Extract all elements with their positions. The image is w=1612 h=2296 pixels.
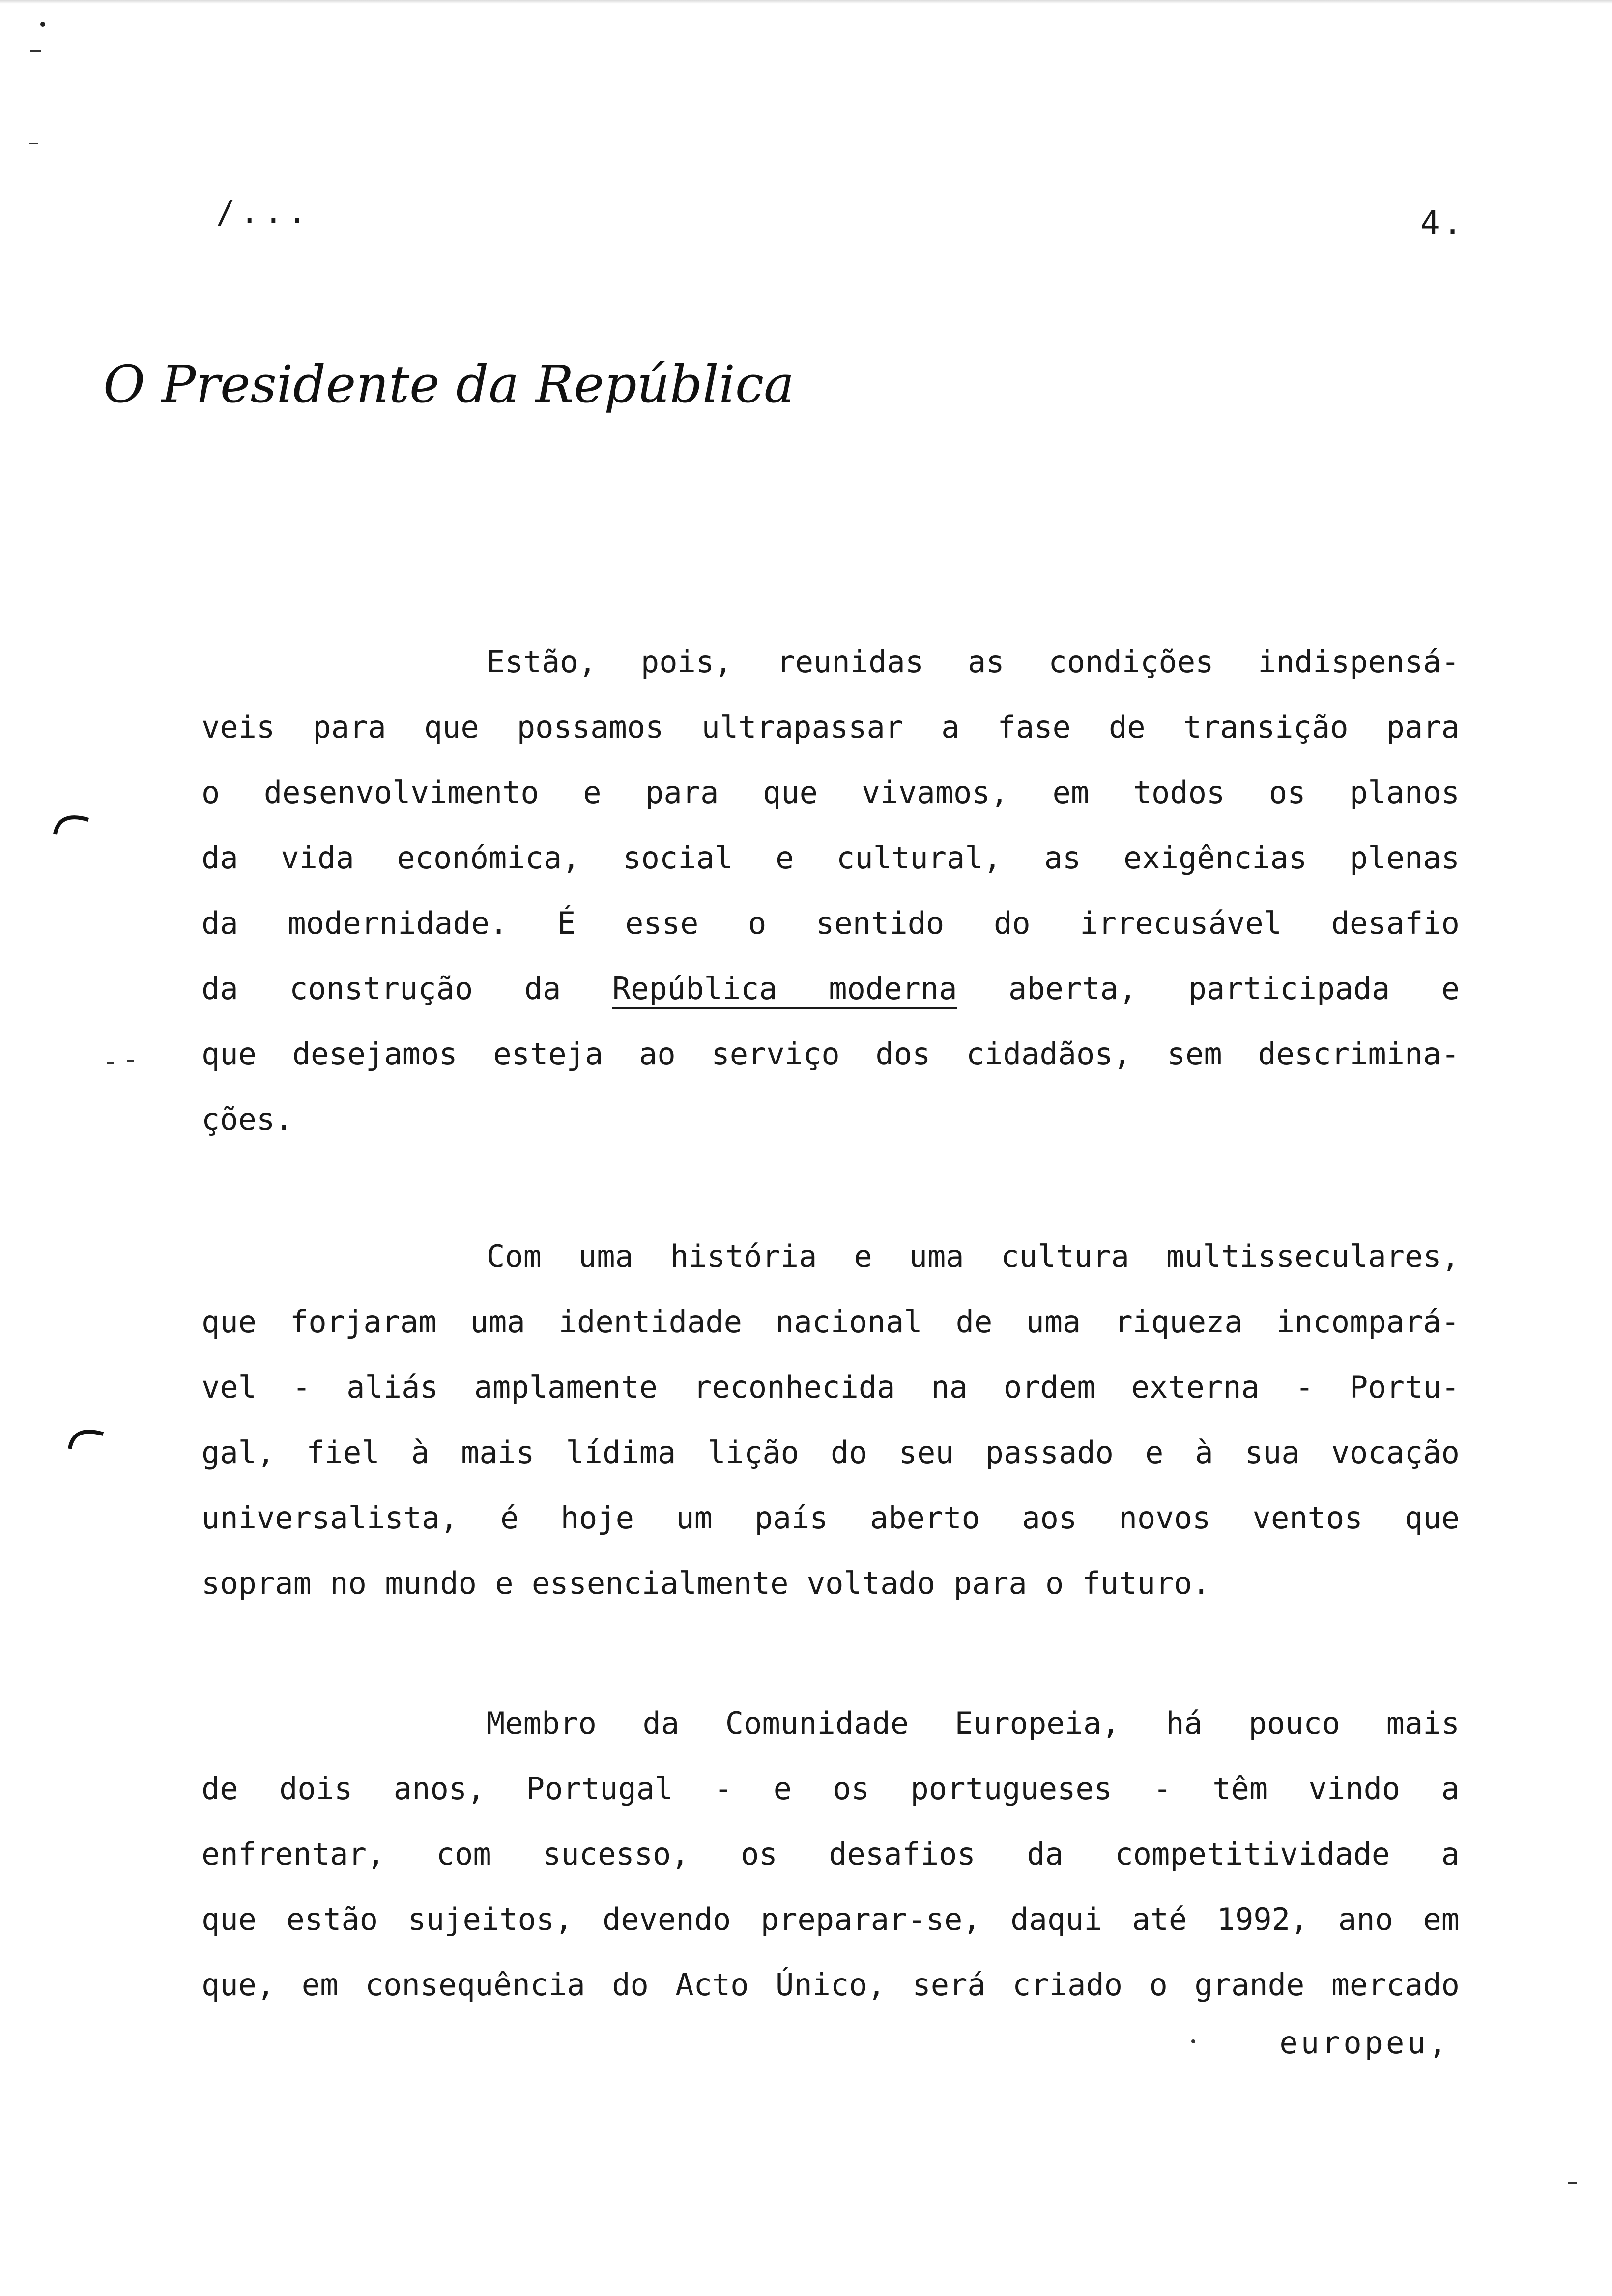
text-line: universalista, é hoje um país aberto aos novos ventos que <box>202 1500 1460 1536</box>
text-line: Membro da Comunidade Europeia, há pouco mais <box>487 1705 1460 1741</box>
punch-hole-mark <box>49 806 93 840</box>
underlined-phrase: República moderna <box>612 971 957 1006</box>
text-line: sopram no mundo e essencialmente voltado para o futuro. <box>202 1565 1210 1601</box>
text-line: da construção da República moderna aberta, participada e <box>202 971 1460 1006</box>
text-line: que forjaram uma identidade nacional de uma riqueza incompará- <box>202 1304 1460 1340</box>
scan-edge <box>0 0 1612 4</box>
text-line: Estão, pois, reunidas as condições indispensá- <box>487 644 1460 680</box>
text-line: o desenvolvimento e para que vivamos, em todos os planos <box>202 775 1460 810</box>
text-line: que desejamos esteja ao serviço dos cidadãos, sem descrimina- <box>202 1036 1460 1072</box>
scan-mark <box>127 1060 134 1062</box>
letterhead-script-logo <box>103 344 795 423</box>
paragraph-2 <box>202 1224 1460 1616</box>
scan-mark <box>29 143 38 144</box>
continuation-mark: /... <box>216 194 312 230</box>
punch-hole-mark <box>64 1420 108 1455</box>
text-line: da modernidade. É esse o sentido do irrecusável desafio <box>202 905 1460 941</box>
scan-mark <box>1568 2182 1577 2184</box>
page-number: 4. <box>1420 204 1466 242</box>
scan-speck <box>1191 2039 1195 2043</box>
text-line: enfrentar, com sucesso, os desafios da competitividade a <box>202 1836 1460 1872</box>
text-line: ções. <box>202 1101 293 1137</box>
text-line: Com uma história e uma cultura multisseculares, <box>487 1238 1460 1274</box>
catchword: europeu, <box>1279 2025 1450 2061</box>
text-line: que estão sujeitos, devendo preparar-se, daqui até 1992, ano em <box>202 1901 1460 1937</box>
paragraph-3 <box>202 1691 1460 2017</box>
letterhead-text: O Presidente da República <box>103 354 795 414</box>
scan-speck <box>40 22 45 27</box>
text-line: veis para que possamos ultrapassar a fase de transição para <box>202 709 1460 745</box>
text-line: de dois anos, Portugal - e os portugueses - têm vindo a <box>202 1771 1460 1807</box>
paragraph-1 <box>202 629 1460 1152</box>
text-line: da vida económica, social e cultural, as exigências plenas <box>202 840 1460 876</box>
scan-mark <box>30 50 41 52</box>
text-line: gal, fiel à mais lídima lição do seu passado e à sua vocação <box>202 1435 1460 1470</box>
presidential-letterhead <box>103 344 795 423</box>
scan-mark <box>107 1062 114 1064</box>
text-line: que, em consequência do Acto Único, será criado o grande mercado <box>202 1967 1460 2003</box>
text-line: vel - aliás amplamente reconhecida na ordem externa - Portu- <box>202 1369 1460 1405</box>
